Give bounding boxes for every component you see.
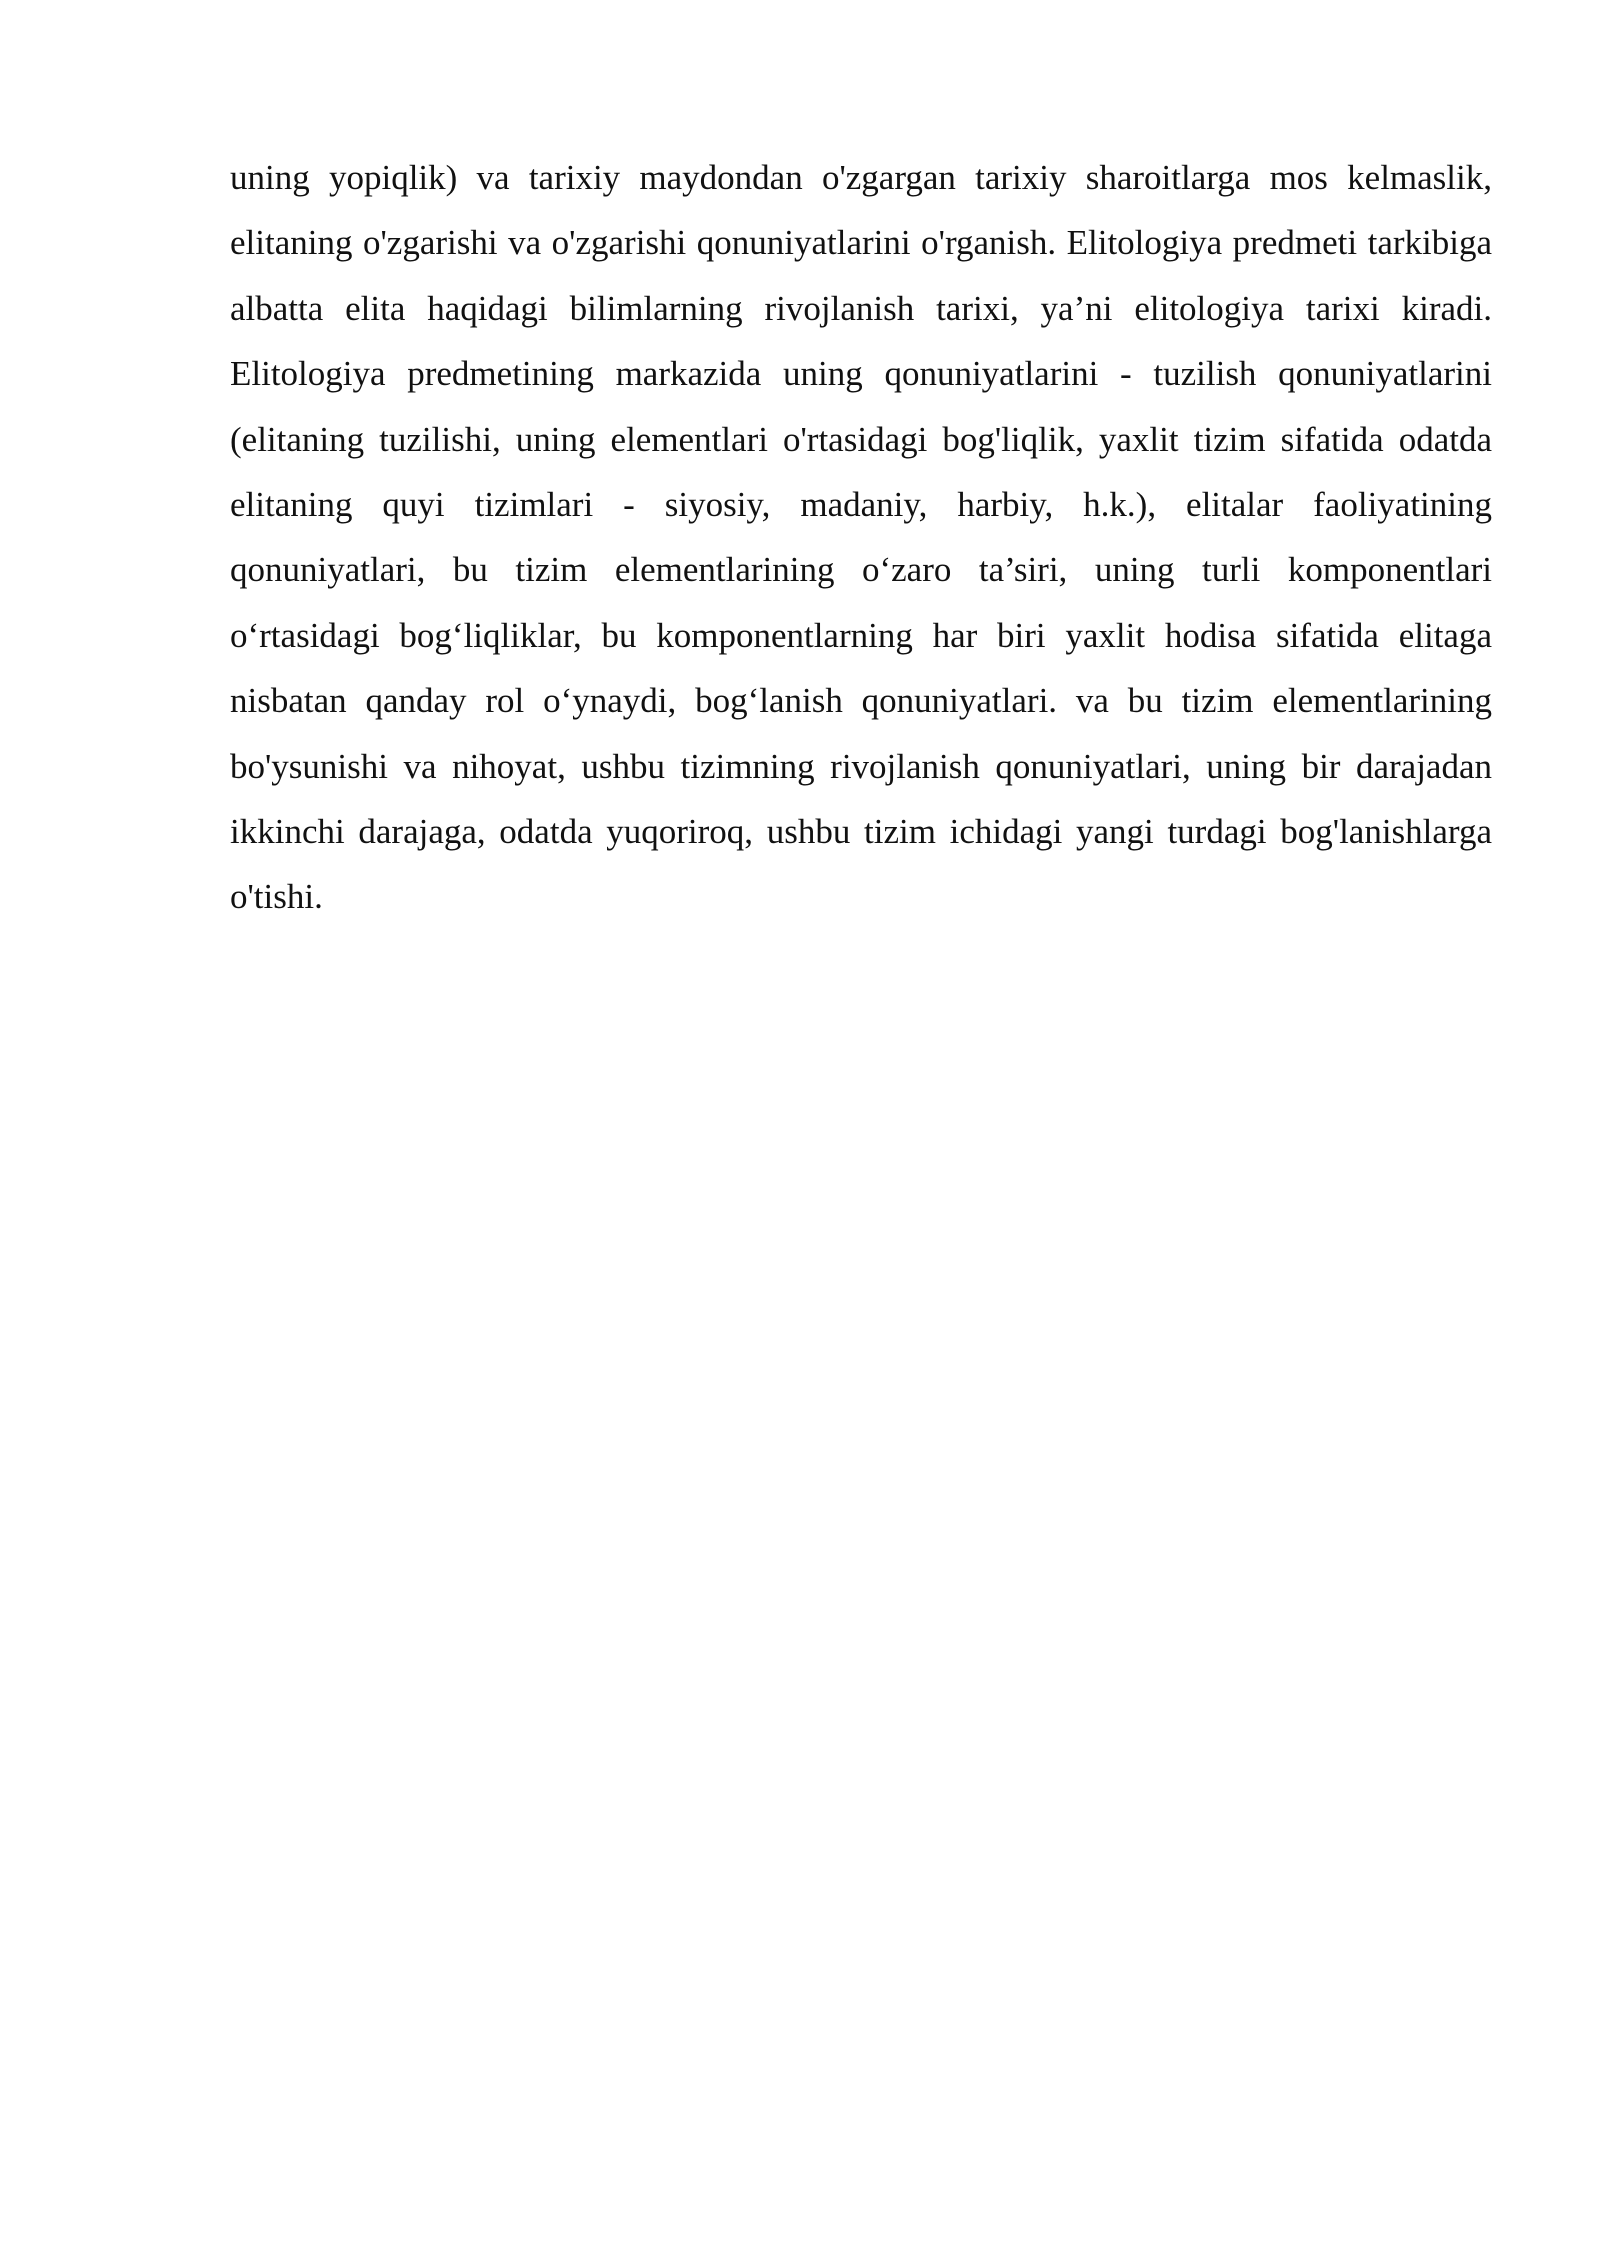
body-paragraph: uning yopiqlik) va tarixiy maydondan o'zgargan tarixiy sharoitlarga mos kelmaslik, elitaning o'zgarishi va o'zgarishi qonuniyatlarini o'rganish. Elitologiya predmeti tarkibiga albatta elita haqidagi bilimlarning rivojlanish tarixi, ya’ni elitologiya tarixi kiradi. Elitologiya predmetining markazida uning qonuniyatlarini - tuzilish qonuniyatlarini (elitaning tuzilishi, uning elementlari o'rtasidagi bog'liqlik, yaxlit tizim sifatida odatda elitaning quyi tizimlari - siyosiy, madaniy, harbiy, h.k.), elitalar faoliyatining qonuniyatlari, bu tizim elementlarining o‘zaro ta’siri, uning turli komponentlari o‘rtasidagi bog‘liqliklar, bu komponentlarning har biri yaxlit hodisa sifatida elitaga nisbatan qanday rol o‘ynaydi, bog‘lanish qonuniyatlari. va bu tizim elementlarining bo'ysunishi va nihoyat, ushbu tizimning rivojlanish qonuniyatlari, uning bir darajadan ikkinchi darajaga, odatda yuqoriroq, ushbu tizim ichidagi yangi turdagi bog'lanishlarga o'tishi. — [230, 158, 1492, 917]
